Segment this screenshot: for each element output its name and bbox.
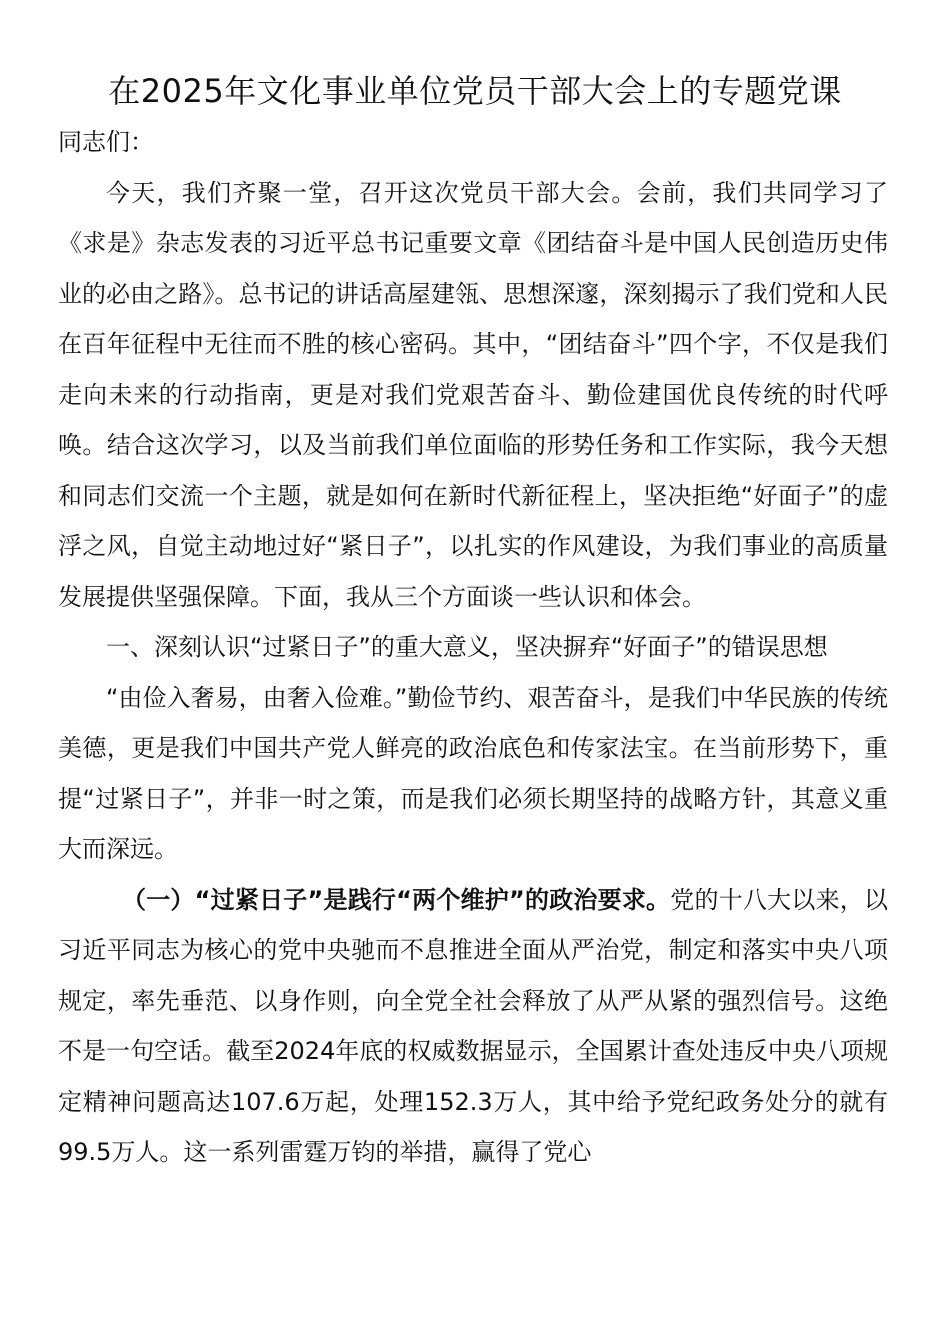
section-heading-1: 一、深刻认识“过紧日子”的重大意义，坚决摒弃“好面子”的错误思想	[106, 633, 828, 661]
paragraph-intro: 今天，我们齐聚一堂，召开这次党员干部大会。会前，我们共同学习了《求是》杂志发表的习近平总书记重要文章《团结奋斗是中国人民创造历史伟业的必由之路》。总书记的讲话高屋建瓴、思想深邃，深刻揭示了我们党和人民在百年征程中无往而不胜的核心密码。其中，“团结奋斗”四个字，不仅是我们走向未来的行动指南，更是对我们党艰苦奋斗、勤俭建国优良传统的时代呼唤。结合这次学习，以及当前我们单位面临的形势任务和工作实际，我今天想和同志们交流一个主题，就是如何在新时代新征程上，坚决拒绝“好面子”的虚浮之风，自觉主动地过好“紧日子”，以扎实的作风建设，为我们事业的高质量发展提供坚强保障。下面，我从三个方面谈一些认识和体会。	[58, 178, 888, 611]
document-body	[58, 117, 888, 1178]
paragraph-subsection-1	[58, 875, 888, 1178]
paragraph-frugality: “由俭入奢易，由奢入俭难。”勤俭节约、艰苦奋斗，是我们中华民族的传统美德，更是我们中国共产党人鲜亮的政治底色和传家法宝。在当前形势下，重提“过紧日子”，并非一时之策，而是我们必须长期坚持的战略方针，其意义重大而深远。	[58, 683, 888, 863]
subsection-text-1: 党的十八大以来，以习近平同志为核心的党中央驰而不息推进全面从严治党，制定和落实中央八项规定，率先垂范、以身作则，向全党全社会释放了从严从紧的强烈信号。这绝不是一句空话。截至2024年底的权威数据显示，全国累计查处违反中央八项规定精神问题高达107.6万起，处理152.3万人，其中给予党纪政务处分的就有99.5万人。这一系列雷霆万钧的举措，赢得了党心	[58, 885, 889, 1166]
subsection-heading-1: （一）“过紧日子”是践行“两个维护”的政治要求。	[122, 885, 671, 914]
document-title: 在2025年文化事业单位党员干部大会上的专题党课	[108, 72, 842, 110]
greeting: 同志们：	[58, 128, 154, 156]
